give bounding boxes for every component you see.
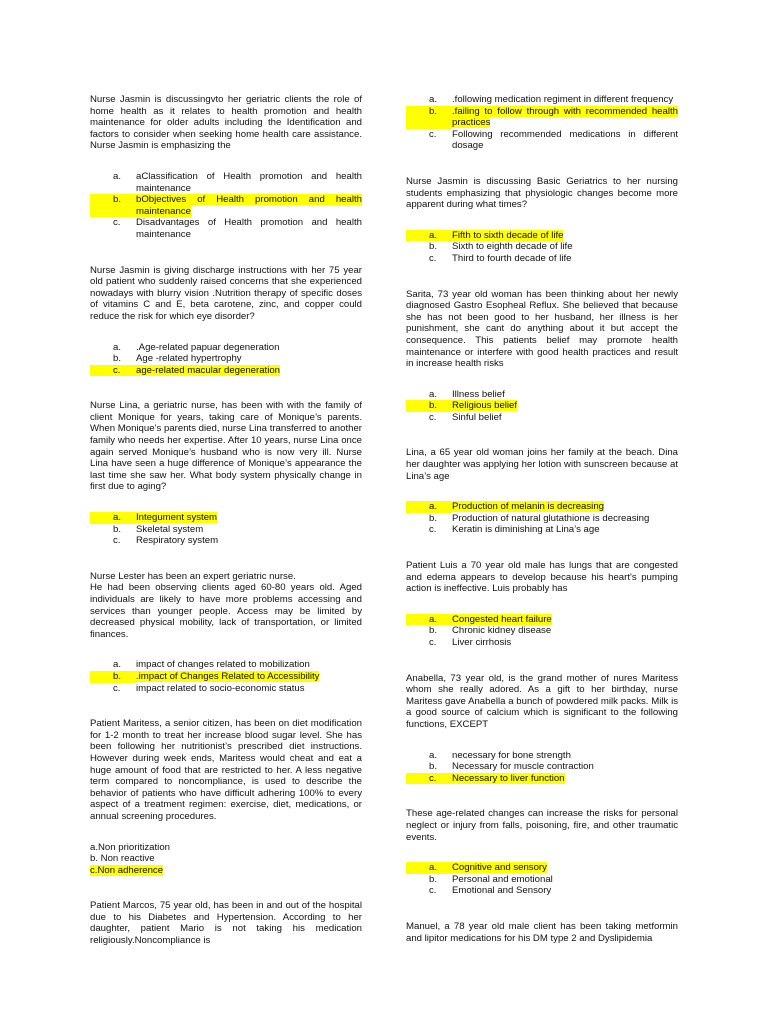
option-letter: a. (406, 501, 452, 513)
answer-option (90, 194, 362, 217)
option-letter: c. (113, 682, 121, 694)
block-spacer (406, 897, 678, 921)
spacer (406, 370, 678, 389)
block-spacer (406, 152, 678, 176)
spacer (90, 493, 362, 512)
left-column (90, 94, 362, 947)
answer-option (406, 773, 678, 785)
answer-option (406, 230, 678, 242)
option-text-content: Third to fourth decade of life (452, 252, 572, 264)
option-text-content: .failing to follow through with recommended health practices (452, 105, 678, 129)
block-spacer (406, 423, 678, 447)
answer-options (406, 389, 678, 424)
option-text (136, 671, 362, 683)
option-letter: b. (429, 241, 438, 253)
option-text (452, 129, 678, 152)
answer-option (406, 750, 678, 762)
answer-options (90, 171, 362, 241)
answer-option (90, 512, 362, 524)
option-text (452, 253, 678, 265)
option-text (452, 230, 678, 242)
option-text-content: Production of natural glutathione is decreasing (452, 512, 650, 524)
answer-option (90, 842, 362, 854)
spacer (90, 323, 362, 342)
option-text (452, 106, 678, 129)
spacer (406, 843, 678, 862)
option-text-content: Liver cirrhosis (452, 637, 512, 648)
answer-options (406, 230, 678, 265)
block-spacer (90, 241, 362, 265)
option-letter: a. (406, 862, 452, 874)
option-text-content: Integument system (136, 512, 218, 524)
option-letter: a. (429, 388, 438, 400)
option-text (452, 637, 678, 649)
answer-option (406, 614, 678, 626)
answer-option (90, 659, 362, 671)
option-letter: b. (113, 523, 122, 535)
spacer (406, 595, 678, 614)
option-letter: b. (113, 353, 122, 365)
question-text: He had been observing clients aged 60-80 years old. Aged individuals are likely to have more problems accessing and services than younger people. Access may be limited by decreased physical mobility, lack of transportation, or limited finances. (90, 582, 362, 640)
question-text: Nurse Lester has been an expert geriatric nurse. (90, 570, 296, 582)
block-spacer (90, 376, 362, 400)
option-text (452, 761, 678, 773)
answer-option (90, 217, 362, 240)
block-spacer (90, 876, 362, 900)
option-text (136, 353, 362, 365)
option-text (452, 885, 678, 897)
option-letter: a. (429, 94, 438, 105)
question-text: Sarita, 73 year old woman has been thinking about her newly diagnosed Gastro Esopheal Reflux. She believed that because she has not been good to her husband, her illness is her punishment, she cant do anything about it but accept the consequence. This patients belief may promote health maintenance or interfere with good health practices and result in increase health risks (406, 288, 678, 370)
option-text (452, 241, 678, 253)
answer-options (90, 512, 362, 547)
option-text (452, 862, 678, 874)
option-letter: a. (90, 512, 136, 524)
option-text (452, 750, 678, 762)
answer-option (406, 253, 678, 265)
option-text (136, 365, 362, 377)
question-text: Manuel, a 78 year old male client has been taking metformin and lipitor medications for his DM type 2 and Dyslipidemia (406, 920, 678, 944)
option-letter: b. (429, 625, 438, 637)
answer-option (90, 683, 362, 695)
option-letter: c. (429, 411, 437, 423)
option-letter: c. (429, 885, 437, 897)
question-text: Patient Marcos, 75 year old, has been in and out of the hospital due to his Diabetes and Hypertension. According to her daughter, patient Mario is not taking his medication religiously.Noncompliance is (90, 900, 362, 947)
answer-option (406, 637, 678, 649)
option-letter: a. (113, 341, 122, 353)
option-letter: c. (429, 252, 437, 264)
option-text-content: Age -related hypertrophy (136, 353, 242, 365)
option-letter: b. (90, 671, 136, 683)
option-text-content: Cognitive and sensory (452, 862, 547, 874)
answer-options (406, 501, 678, 536)
option-letter: c. (429, 524, 437, 536)
answer-option (406, 874, 678, 886)
option-text-content: Sinful belief (452, 411, 502, 423)
option-text-content: Necessary to liver function (452, 772, 565, 784)
option-text-content: a.Non prioritization (90, 841, 170, 853)
block-spacer (406, 784, 678, 808)
option-text-content: Keratin is diminishing at Lina’s age (452, 524, 600, 536)
answer-options (406, 94, 678, 152)
answer-option (90, 535, 362, 547)
right-column (406, 94, 678, 944)
answer-option (90, 853, 362, 865)
answer-options (90, 342, 362, 377)
answer-option (406, 129, 678, 152)
answer-option (90, 524, 362, 536)
option-text (136, 217, 362, 240)
option-text-content: .impact of Changes Related to Accessibility (136, 670, 320, 682)
option-letter: b. (429, 512, 438, 524)
option-text (136, 342, 362, 354)
answer-option (406, 524, 678, 536)
option-text (136, 535, 362, 547)
answer-option (406, 389, 678, 401)
block-spacer (90, 694, 362, 718)
option-text (452, 524, 678, 536)
option-text-content: Disadvantages of Health promotion and health maintenance (136, 217, 362, 240)
option-text-content: Necessary for muscle contraction (452, 761, 594, 773)
option-text (452, 614, 678, 626)
option-text (136, 171, 362, 194)
option-text-content: Religious belief (452, 400, 518, 412)
answer-options (406, 750, 678, 785)
answer-option (90, 865, 362, 877)
question-text: Anabella, 73 year old, is the grand mother of nures Maritess whom she really adored. As a gift to her birthday, nurse Maritess gave Anabella a bunch of powdered milk packs. Milk is a good source of calcium which is significant to the following functions, EXCEPT (406, 672, 678, 730)
option-text-content: aClassification of Health promotion and health maintenance (136, 170, 362, 194)
option-letter: c. (406, 773, 452, 785)
option-letter: b. (406, 106, 452, 129)
option-letter: a. (406, 614, 452, 626)
answer-option (406, 106, 678, 129)
option-letter: c. (113, 535, 121, 547)
answer-option (406, 94, 678, 106)
option-text-content: Skeletal system (136, 523, 204, 535)
answer-option (406, 241, 678, 253)
option-text-content: Sixth to eighth decade of life (452, 241, 573, 253)
spacer (90, 823, 362, 842)
option-letter: a. (113, 659, 122, 671)
option-text (136, 194, 362, 217)
option-text (452, 501, 678, 513)
answer-options (90, 659, 362, 694)
option-text-content: bObjectives of Health promotion and health maintenance (136, 194, 362, 217)
spacer (406, 482, 678, 501)
option-text-content: .Age-related papuar degeneration (136, 341, 280, 353)
question-text: Patient Luis a 70 year old male has lungs that are congested and edema appears to develop because his heart's pumping action is ineffective. Luis probably has (406, 560, 678, 595)
option-text (452, 625, 678, 637)
spacer (406, 211, 678, 230)
option-text (452, 94, 678, 106)
answer-option (90, 342, 362, 354)
option-text-content: Congested heart failure (452, 613, 552, 625)
option-text-content: Respiratory system (136, 535, 219, 547)
option-text-content: c.Non adherence (90, 864, 164, 876)
option-letter: c. (429, 128, 437, 140)
answer-option (406, 412, 678, 424)
block-spacer (90, 547, 362, 571)
answer-option (406, 501, 678, 513)
option-letter: a. (113, 170, 122, 182)
option-text (136, 659, 362, 671)
answer-option (90, 171, 362, 194)
spacer (406, 731, 678, 750)
option-text-content: Fifth to sixth decade of life (452, 229, 564, 241)
option-letter: b. (429, 761, 438, 773)
question-text: These age-related changes can increase the risks for personal neglect or injury from falls, poisoning, fire, and other traumatic events. (406, 808, 678, 843)
option-text-content: impact related to socio-economic status (136, 682, 305, 694)
option-letter: b. (90, 194, 136, 217)
option-text (136, 683, 362, 695)
block-spacer (406, 265, 678, 289)
option-text-content: b. Non reactive (90, 853, 155, 865)
option-letter: c. (429, 637, 437, 648)
option-text-content: Illness belief (452, 388, 505, 400)
option-letter: a. (429, 749, 438, 761)
answer-option (90, 365, 362, 377)
option-text-content: Following recommended medications in different dosage (452, 128, 678, 152)
spacer (90, 640, 362, 659)
option-text-content: impact of changes related to mobilization (136, 659, 310, 671)
block-spacer (406, 536, 678, 560)
answer-option (406, 761, 678, 773)
option-text (452, 513, 678, 525)
option-text-content: Chronic kidney disease (452, 625, 552, 637)
question-text: Nurse Jasmin is discussing Basic Geriatrics to her nursing students emphasizing that physiologic changes become more apparent during what times? (406, 175, 678, 211)
option-text-content: necessary for bone strength (452, 749, 571, 761)
question-text: Nurse Jasmin is giving discharge instructions with her 75 year old patient who suddenly raised concerns that she experienced nowadays with blurry vision .Nutrition therapy of specific doses of vitamins C and E, beta carotene, zinc, and copper could reduce the risk for which eye disorder? (90, 264, 362, 322)
option-text-content: Personal and emotional (452, 873, 553, 885)
option-text (136, 524, 362, 536)
option-text (452, 412, 678, 424)
answer-option (90, 353, 362, 365)
option-text-content: Production of melanin is decreasing (452, 501, 604, 513)
option-text-content: .following medication regiment in different frequency (452, 94, 674, 105)
option-letter: b. (406, 400, 452, 412)
option-text (136, 512, 362, 524)
option-text-content: age-related macular degeneration (136, 364, 280, 376)
block-spacer (406, 649, 678, 673)
question-text: Patient Maritess, a senior citizen, has been on diet modification for 1-2 month to treat her increase blood sugar level. She has been following her nutritionist’s prescribed diet instructions. However during week ends, Maritess would cheat and eat a huge amount of food that are restricted to her. A less negative term compared to noncompliance, is used to describe the behavior of patients who have difficult adhering 100% to every aspect of a treatment regimen: exercise, diet, medications, or annual screening procedures. (90, 718, 362, 822)
option-text (452, 773, 678, 785)
option-letter: c. (113, 217, 121, 229)
question-text: Nurse Jasmin is discussingvto her geriatric clients the role of home health as it relates to health promotion and health maintenance for older adults including the Identification and factors to consider when seeking home health care assistance. Nurse Jasmin is emphasizing the (90, 94, 362, 152)
option-text (452, 874, 678, 886)
answer-option (406, 862, 678, 874)
option-text (452, 400, 678, 412)
option-letter: b. (429, 873, 438, 885)
option-text-content: Emotional and Sensory (452, 885, 552, 897)
answer-option (406, 513, 678, 525)
option-text (452, 389, 678, 401)
question-text: Nurse Lina, a geriatric nurse, has been with with the family of client Monique for years, taking care of Monique’s parents. When Monique’s parents died, nurse Lina transferred to another family who needs her expertise. After 10 years, nurse Lina once again served Monique’s husband who is now very ill. Nurse Lina have seen a huge difference of Monique’s appearance the last time she saw her. What body system physically change in first due to aging? (90, 400, 362, 493)
answer-option (406, 885, 678, 897)
answer-options (406, 862, 678, 897)
option-letter: c. (90, 365, 136, 377)
answer-option (406, 625, 678, 637)
answer-option (90, 671, 362, 683)
option-letter: a. (406, 230, 452, 242)
answer-option (406, 400, 678, 412)
spacer (90, 152, 362, 171)
answer-options (406, 614, 678, 649)
question-text: Lina, a 65 year old woman joins her family at the beach. Dina her daughter was applying her lotion with sunscreen because at Lina’s age (406, 447, 678, 482)
